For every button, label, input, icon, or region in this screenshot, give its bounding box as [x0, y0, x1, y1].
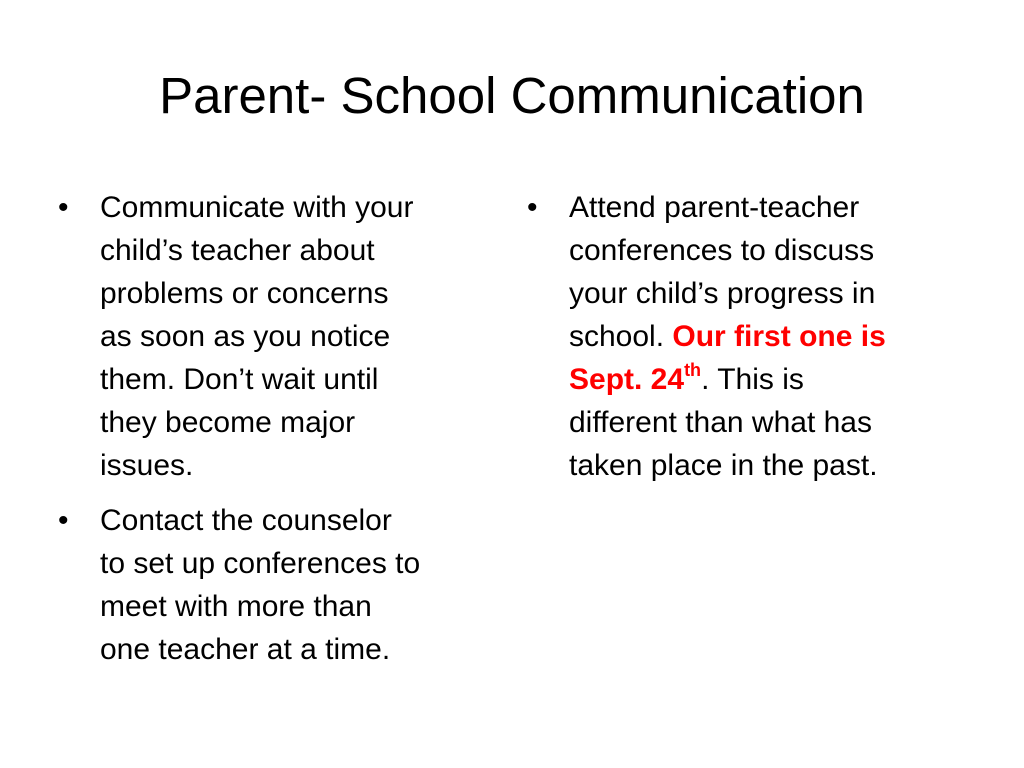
ordinal-suffix: th: [684, 360, 702, 380]
bullet-text-line: they become major: [100, 406, 356, 439]
bullet-item-communicate: [58, 186, 498, 487]
bullet-text-line: problems or concerns: [100, 277, 389, 310]
bullet-text-line: Attend parent-teacher: [569, 191, 860, 224]
left-column: [58, 186, 498, 683]
bullet-item-conferences: [527, 186, 962, 487]
bullet-text-line: child’s teacher about: [100, 234, 375, 267]
bullet-icon: •: [58, 504, 69, 537]
bullet-text-line: [569, 358, 962, 401]
bullet-text-line: meet with more than: [100, 590, 372, 623]
bullet-text-line: conferences to discuss: [569, 234, 875, 267]
bullet-text-plain: school.: [569, 320, 673, 353]
bullet-text-line: Communicate with your: [100, 191, 414, 224]
left-bullet-list: [58, 186, 498, 671]
highlight-date-text: Sept. 24: [569, 363, 685, 396]
bullet-icon: •: [527, 191, 538, 224]
bullet-text-line: to set up conferences to: [100, 547, 421, 580]
right-column: [527, 186, 962, 499]
bullet-text-line: Contact the counselor: [100, 504, 392, 537]
bullet-text-plain: . This is: [701, 363, 804, 396]
bullet-text-line: your child’s progress in: [569, 277, 876, 310]
bullet-text-line: issues.: [100, 449, 194, 482]
highlight-date-text: Our first one is: [672, 320, 886, 353]
bullet-text-line: different than what has: [569, 406, 872, 439]
bullet-text-line: [569, 315, 962, 358]
slide-title: Parent- School Communication: [159, 67, 865, 124]
bullet-item-counselor: [58, 499, 498, 671]
bullet-text-line: taken place in the past.: [569, 449, 878, 482]
bullet-icon: •: [58, 191, 69, 224]
bullet-text-line: them. Don’t wait until: [100, 363, 379, 396]
bullet-text-line: one teacher at a time.: [100, 633, 391, 666]
bullet-text-line: as soon as you notice: [100, 320, 391, 353]
right-bullet-list: [527, 186, 962, 487]
